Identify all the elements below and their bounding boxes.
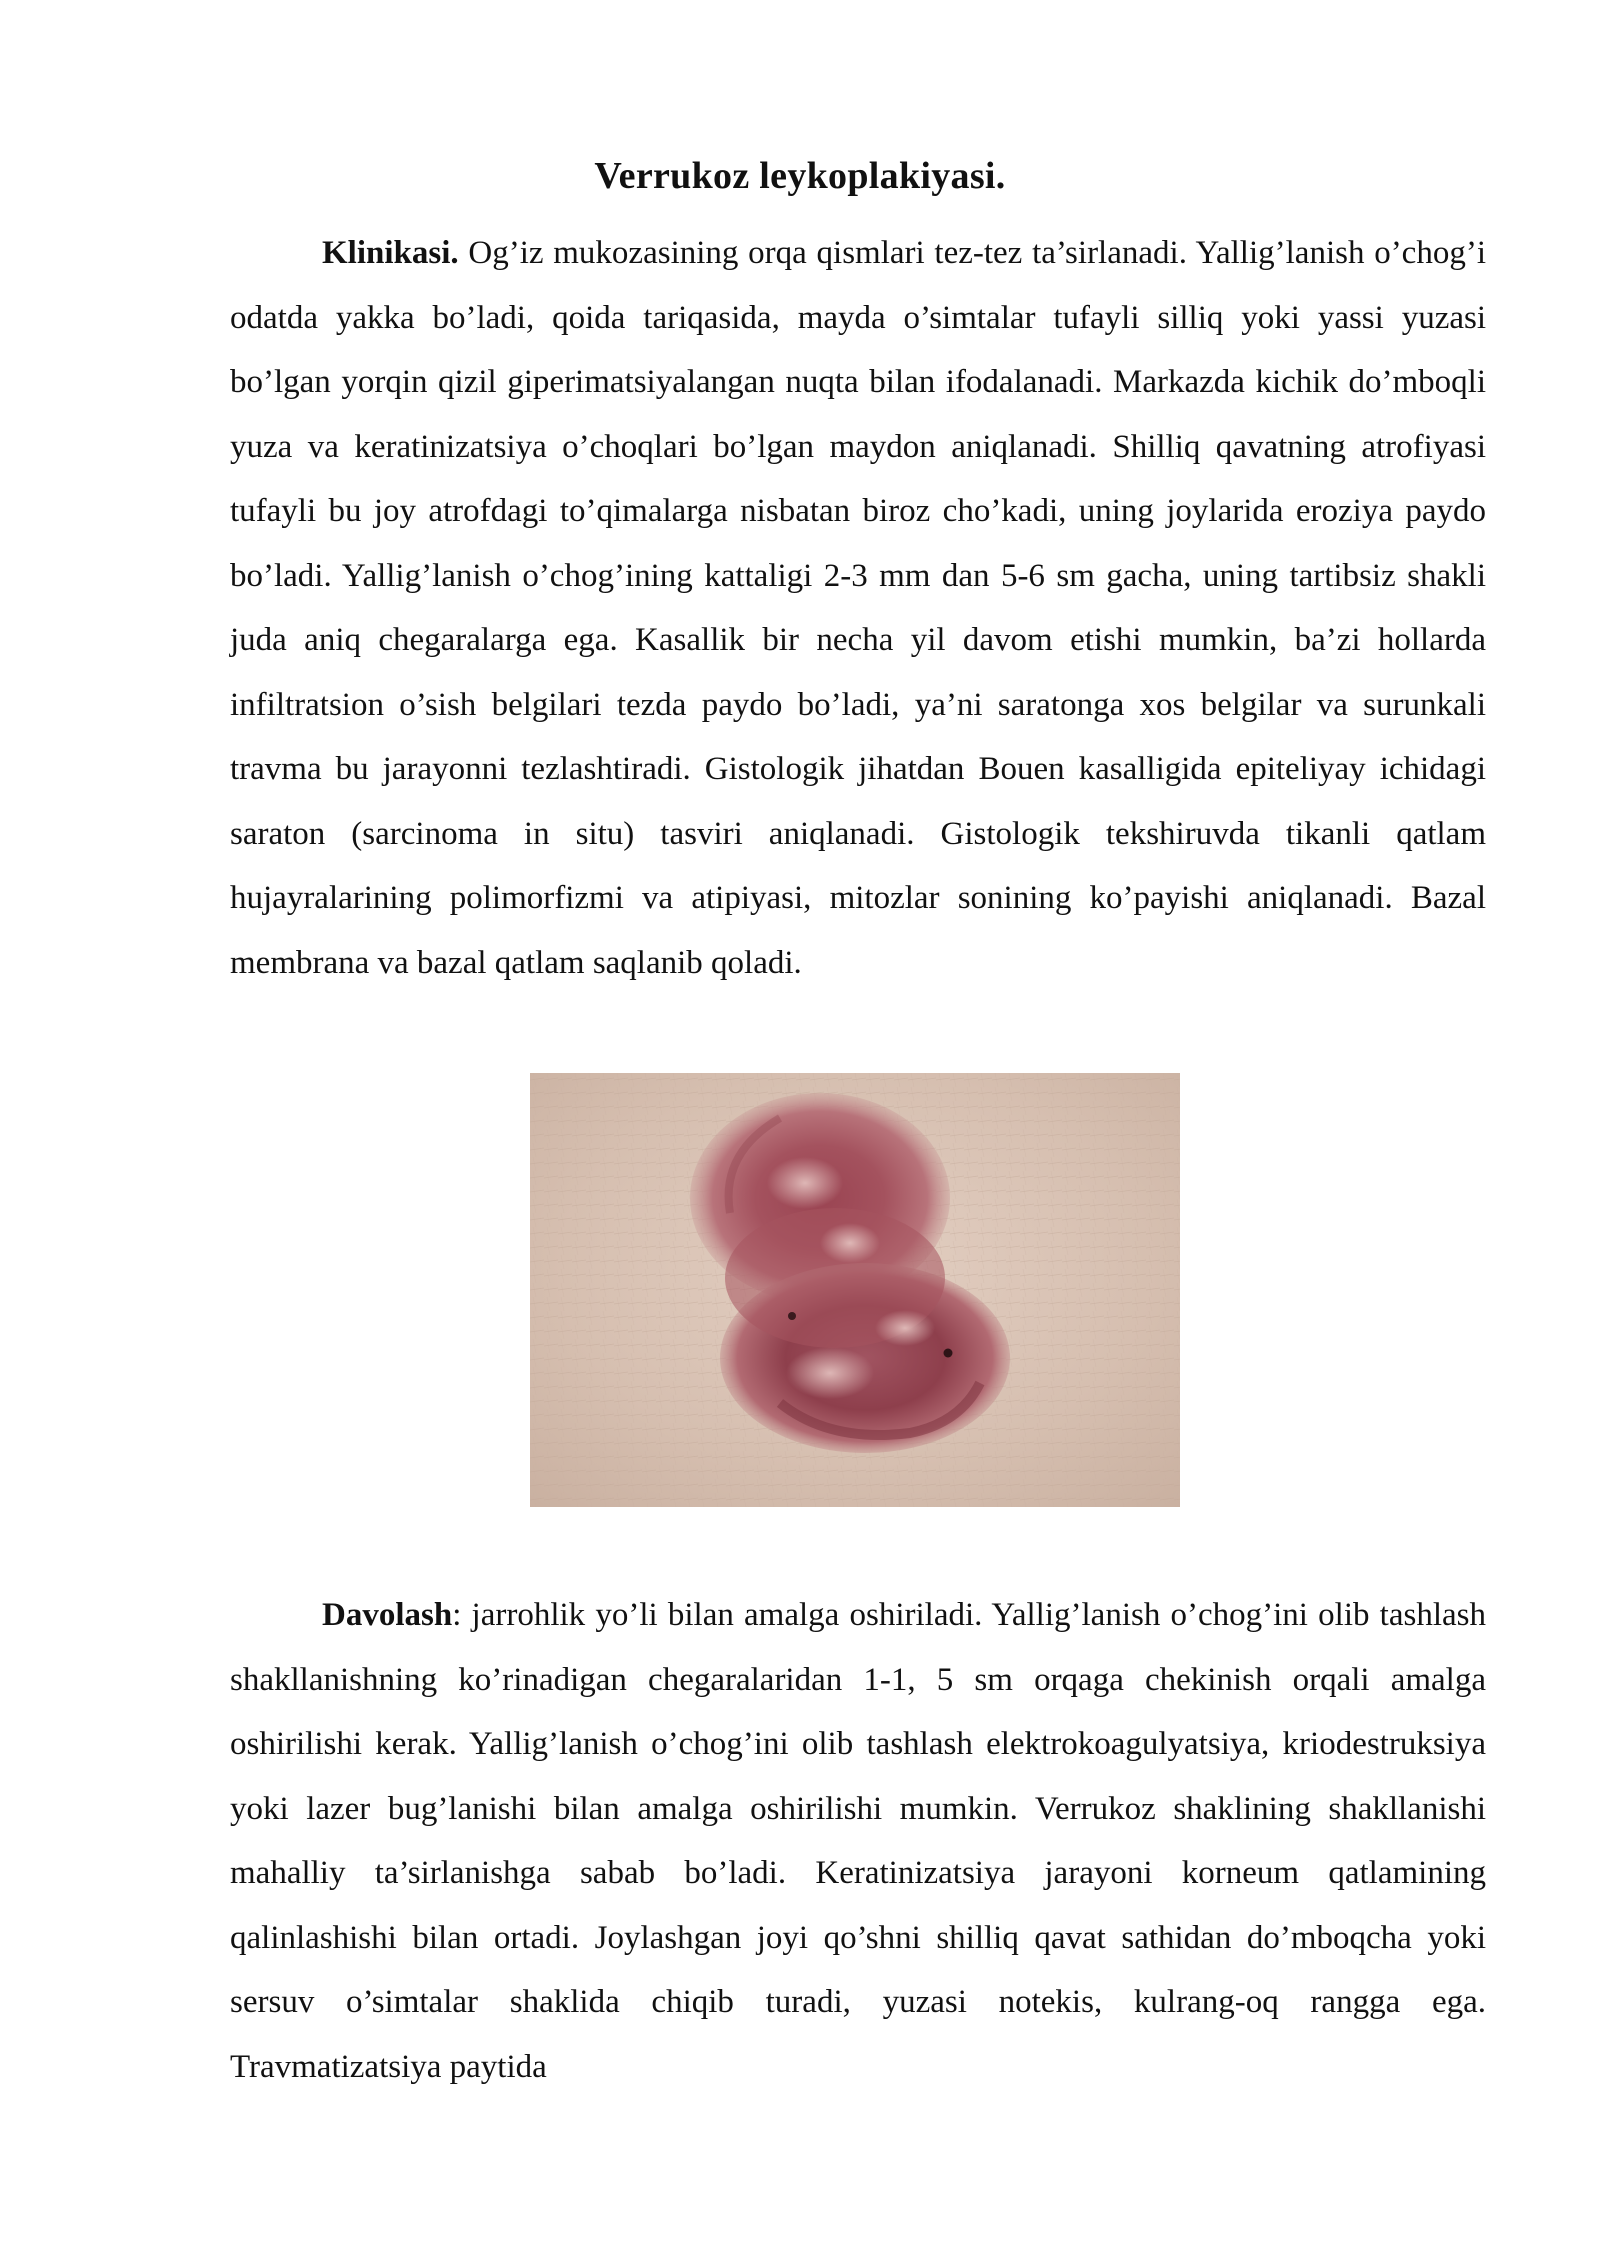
treatment-paragraph: [230, 1583, 1486, 2099]
clinical-paragraph: [230, 221, 1486, 995]
lesion-photo-icon: [530, 1073, 1180, 1507]
lesion-photo: [530, 1073, 1180, 1507]
clinical-text: Og’iz mukozasining orqa qismlari tez-tez ta’sirlanadi. Yallig’lanish o’chog’i odatda yakka bo’ladi, qoida tariqasida, mayda o’simtalar tufayli silliq yoki yassi yuzasi bo’lgan yorqin qizil giperimatsiyalangan nuqta bilan ifodalanadi. Markazda kichik do’mboqli yuza va keratinizatsiya o’choqlari bo’lgan maydon aniqlanadi. Shilliq qavatning atrofiyasi tufayli bu joy atrofdagi to’qimalarga nisbatan biroz cho’kadi, uning joylarida eroziya paydo bo’ladi. Yallig’lanish o’chog’ining kattaligi 2-3 mm dan 5-6 sm gacha, uning tartibsiz shakli juda aniq chegaralarga ega. Kasallik bir necha yil davom etishi mumkin, ba’zi hollarda infiltratsion o’sish belgilari tezda paydo bo’ladi, ya’ni saratonga xos belgilar va surunkali travma bu jarayonni tezlashtiradi. Gistologik jihatdan Bouen kasalligida epiteliyay ichidagi saraton (sarcinoma in situ) tasviri aniqlanadi. Gistologik tekshiruvda tikanli qatlam hujayralarining polimorfizmi va atipiyasi, mitozlar sonining ko’payishi aniqlanadi. Bazal membrana va bazal qatlam saqlanib qoladi.: [230, 235, 1486, 981]
page-title: Verrukoz leykoplakiyasi.: [594, 155, 1006, 197]
treatment-text: : jarrohlik yo’li bilan amalga oshiriladi. Yallig’lanish o’chog’ini olib tashlash shakllanishning ko’rinadigan chegaralaridan 1-1, 5 sm orqaga chekinish orqali amalga oshirilishi kerak. Yallig’lanish o’chog’ini olib tashlash elektrokoagulyatsiya, kriodestruksiya yoki lazer bug’lanishi bilan amalga oshirilishi mumkin. Verrukoz shaklining shakllanishi mahalliy ta’sirlanishga sabab bo’ladi. Keratinizatsiya jarayoni korneum qatlamining qalinlashishi bilan ortadi. Joylashgan joyi qo’shni shilliq qavat sathidan do’mboqcha yoki sersuv o’simtalar shaklida chiqib turadi, yuzasi notekis, kulrang-oq rangga ega. Travmatizatsiya paytida: [230, 1597, 1486, 2085]
clinical-heading: Klinikasi.: [322, 235, 459, 271]
treatment-heading: Davolash: [322, 1597, 453, 1633]
